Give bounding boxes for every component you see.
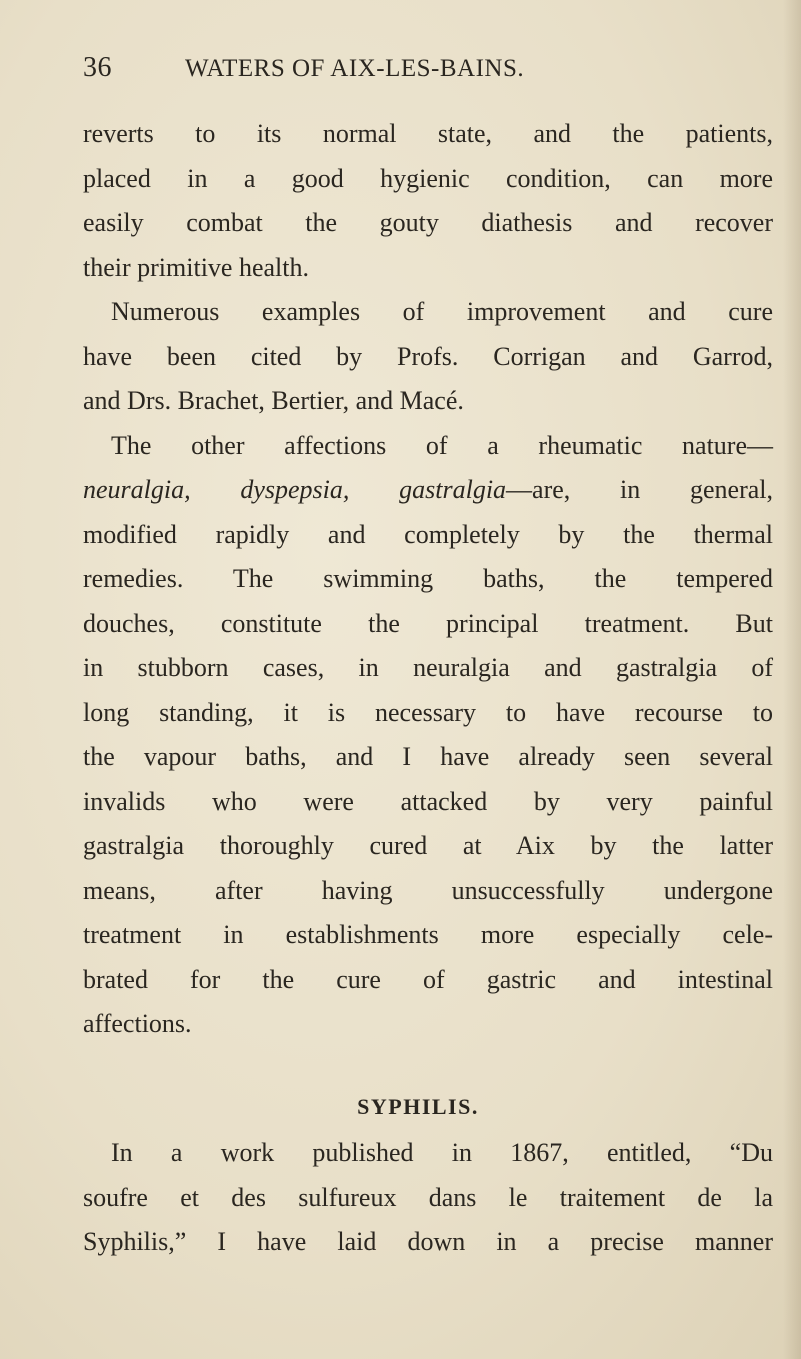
- text-line: douches, constitute the principal treatment. But: [83, 608, 773, 638]
- page-body: [83, 112, 773, 1265]
- text-fragment: —are, in general,: [506, 475, 773, 504]
- text-line: modified rapidly and completely by the thermal: [83, 519, 773, 549]
- italic-terms: neuralgia, dyspepsia, gastralgia: [83, 475, 507, 504]
- text-line: means, after having unsuccessfully undergone: [83, 875, 773, 905]
- text-line: treatment in establishments more especially cele-: [83, 920, 773, 949]
- running-title: WATERS OF AIX-LES-BAINS.: [185, 55, 525, 82]
- page-number: 36: [83, 52, 112, 83]
- text-line: have been cited by Profs. Corrigan and Garrod,: [83, 341, 773, 371]
- text-line: and Drs. Brachet, Bertier, and Macé.: [83, 386, 464, 415]
- text-line: brated for the cure of gastric and intestinal: [83, 964, 773, 994]
- text-line: In a work published in 1867, entitled, “Du: [111, 1138, 773, 1167]
- text-line: remedies. The swimming baths, the tempered: [83, 564, 773, 593]
- text-line: the vapour baths, and I have already seen several: [83, 742, 773, 771]
- text-line: invalids who were attacked by very painful: [83, 786, 773, 816]
- text-line: in stubborn cases, in neuralgia and gastralgia of: [83, 653, 773, 682]
- text-line: soufre et des sulfureux dans le traitement de la: [83, 1182, 773, 1212]
- page-edge-shadow: [783, 0, 801, 1359]
- text-line: Numerous examples of improvement and cure: [111, 297, 773, 326]
- text-line: affections.: [83, 1009, 192, 1038]
- text-line: placed in a good hygienic condition, can more: [83, 163, 773, 193]
- text-line: reverts to its normal state, and the patients,: [83, 119, 773, 148]
- text-line: easily combat the gouty diathesis and recover: [83, 208, 773, 237]
- page-header: [83, 52, 703, 84]
- text-line: long standing, it is necessary to have recourse to: [83, 697, 773, 727]
- text-line: gastralgia thoroughly cured at Aix by the latter: [83, 831, 773, 860]
- text-line: Syphilis,” I have laid down in a precise manner: [83, 1227, 773, 1256]
- text-line-mixed: [83, 468, 773, 513]
- text-line: The other affections of a rheumatic nature—: [111, 430, 773, 460]
- text-line: their primitive health.: [83, 252, 309, 282]
- section-heading: SYPHILIS.: [357, 1093, 479, 1119]
